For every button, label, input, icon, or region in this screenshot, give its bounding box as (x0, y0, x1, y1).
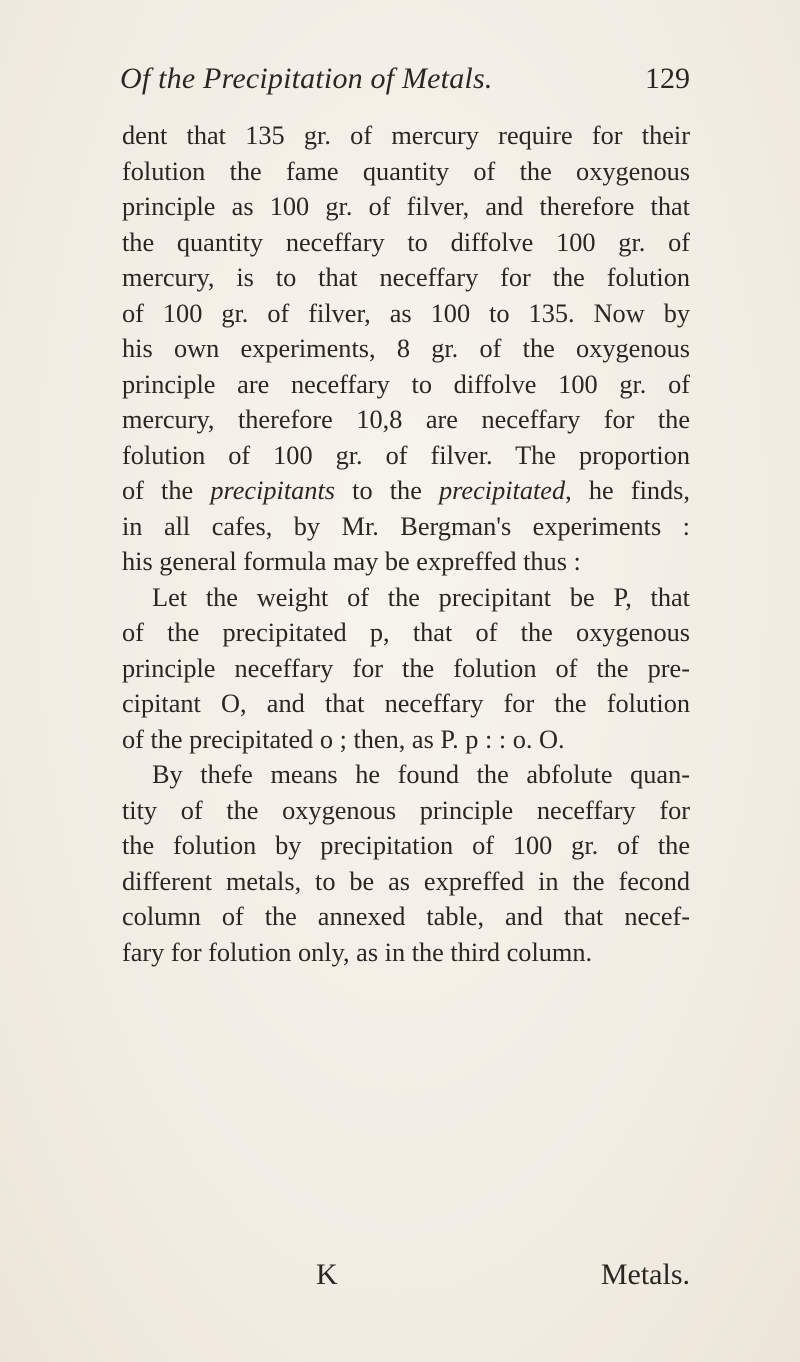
text-line: mercury, is to that neceffary for the folution (122, 263, 690, 292)
text-line: fary for folution only, as in the third column. (122, 937, 593, 967)
text-line (122, 473, 690, 509)
page-footer (122, 1258, 690, 1298)
text-line: of the precipitated p, that of the oxygenous (122, 618, 690, 647)
signature-mark: K (316, 1258, 338, 1291)
italic-term: precipitants (210, 476, 335, 505)
text-segment: , he finds, (565, 476, 690, 505)
text-segment: to the (335, 476, 440, 505)
text-line: the folution by precipitation of 100 gr. of the (122, 831, 690, 860)
body-text (122, 118, 690, 970)
text-line: principle as 100 gr. of filver, and therefore that (122, 192, 690, 221)
text-line: folution of 100 gr. of filver. The proportion (122, 440, 690, 470)
text-segment: of the (122, 476, 211, 505)
text-line: By thefe means he found the abfolute quan- (152, 760, 690, 789)
text-line: his own experiments, 8 gr. of the oxygenous (122, 334, 690, 363)
text-line: mercury, therefore 10,8 are neceffary for the (122, 405, 690, 434)
text-line: his general formula may be expreffed thus : (122, 547, 581, 576)
text-line: folution the fame quantity of the oxygenous (122, 156, 690, 186)
text-line: principle are neceffary to diffolve 100 gr. of (122, 369, 690, 399)
text-line: column of the annexed table, and that necef- (122, 902, 690, 931)
text-line: principle neceffary for the folution of the pre- (122, 653, 690, 683)
running-head (120, 62, 690, 102)
catchword: Metals. (600, 1258, 690, 1291)
italic-term: precipitated (439, 476, 566, 505)
text-line: cipitant O, and that neceffary for the folution (122, 689, 690, 718)
text-line: Let the weight of the precipitant be P, that (152, 582, 690, 612)
text-line: dent that 135 gr. of mercury require for their (122, 121, 690, 150)
text-line: tity of the oxygenous principle neceffary for (122, 795, 690, 825)
text-line: in all cafes, by Mr. Bergman's experiments : (122, 511, 690, 541)
page-number: 129 (645, 62, 690, 95)
text-line: different metals, to be as expreffed in the fecond (122, 866, 690, 896)
text-line: of 100 gr. of filver, as 100 to 135. Now by (122, 298, 690, 328)
text-line: of the precipitated o ; then, as P. p : : o. O. (122, 724, 565, 754)
text-line: the quantity neceffary to diffolve 100 gr. of (122, 227, 690, 257)
running-title: Of the Precipitation of Metals. (120, 62, 493, 95)
